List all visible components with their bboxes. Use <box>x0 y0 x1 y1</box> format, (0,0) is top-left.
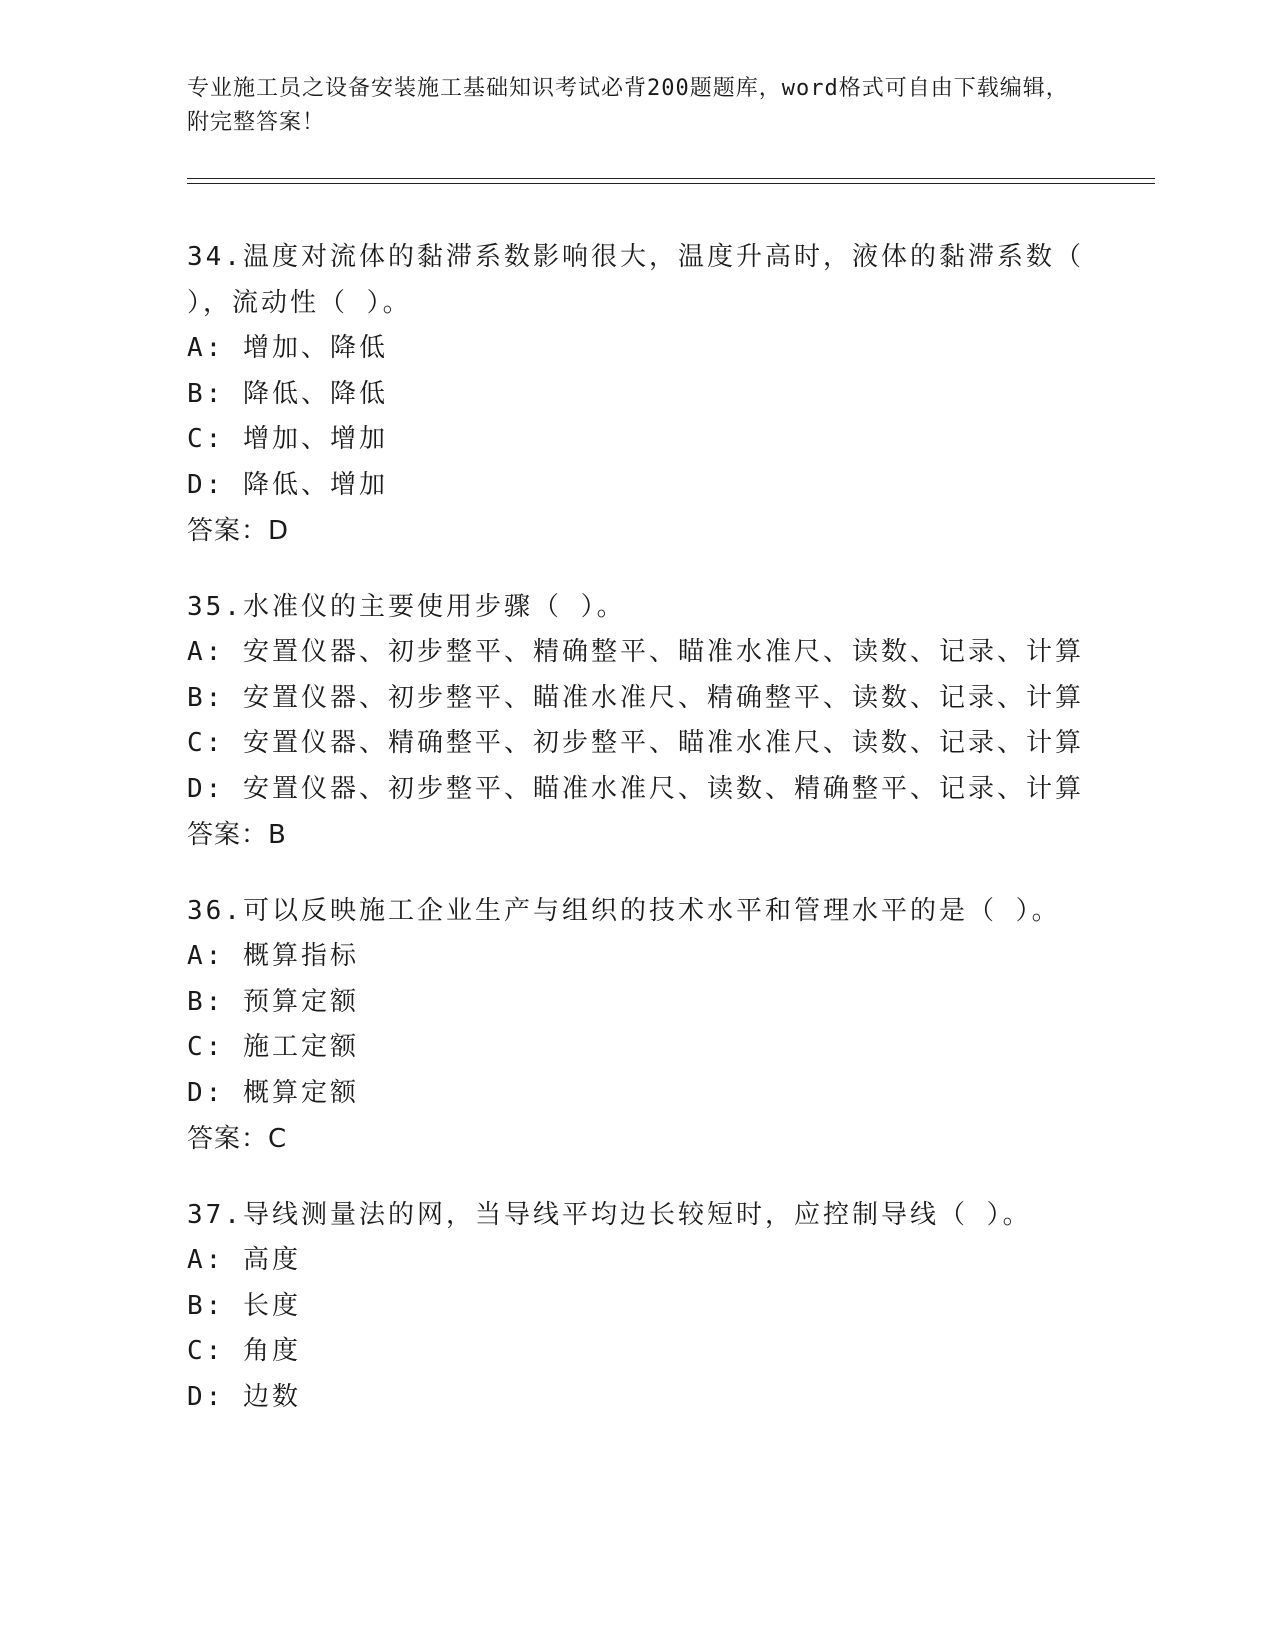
option-c: C: 安置仪器、精确整平、初步整平、瞄准水准尺、读数、记录、计算 <box>187 728 1084 758</box>
option-b: B: 长度 <box>187 1290 301 1321</box>
document-header: 专业施工员之设备安装施工基础知识考试必背200题题库，word格式可自由下载编辑，附完整答案！ <box>187 76 1069 135</box>
question-text: 36.可以反映施工企业生产与组织的技术水平和管理水平的是（ ）。 <box>187 896 1061 926</box>
question-34 <box>187 234 1087 554</box>
option-b: B: 预算定额 <box>187 986 359 1017</box>
option-b: B: 降低、降低 <box>187 378 388 409</box>
question-37 <box>187 1192 1087 1420</box>
answer-label: 答案：D <box>187 516 290 546</box>
option-c: C: 角度 <box>187 1336 301 1366</box>
option-a: A: 概算指标 <box>187 941 359 971</box>
option-c: C: 施工定额 <box>187 1032 359 1062</box>
question-36 <box>187 888 1087 1162</box>
option-d: D: 降低、增加 <box>187 469 388 500</box>
question-text: 35.水准仪的主要使用步骤（ ）。 <box>187 592 626 622</box>
option-d: D: 边数 <box>187 1381 301 1412</box>
question-text: 34.温度对流体的黏滞系数影响很大，温度升高时，液体的黏滞系数（ ），流动性（ ）。 <box>187 242 1084 318</box>
header-double-rule <box>187 178 1155 184</box>
question-35 <box>187 584 1087 858</box>
option-d: D: 概算定额 <box>187 1077 359 1108</box>
option-c: C: 增加、增加 <box>187 424 388 454</box>
option-a: A: 安置仪器、初步整平、精确整平、瞄准水准尺、读数、记录、计算 <box>187 637 1084 667</box>
question-text: 37.导线测量法的网，当导线平均边长较短时，应控制导线（ ）。 <box>187 1200 1032 1230</box>
option-b: B: 安置仪器、初步整平、瞄准水准尺、精确整平、读数、记录、计算 <box>187 682 1084 713</box>
answer-label: 答案：B <box>187 820 287 850</box>
answer-label: 答案：C <box>187 1124 288 1154</box>
option-a: A: 高度 <box>187 1245 301 1275</box>
option-d: D: 安置仪器、初步整平、瞄准水准尺、读数、精确整平、记录、计算 <box>187 773 1084 804</box>
option-a: A: 增加、降低 <box>187 333 388 363</box>
question-list <box>187 234 1087 1450</box>
